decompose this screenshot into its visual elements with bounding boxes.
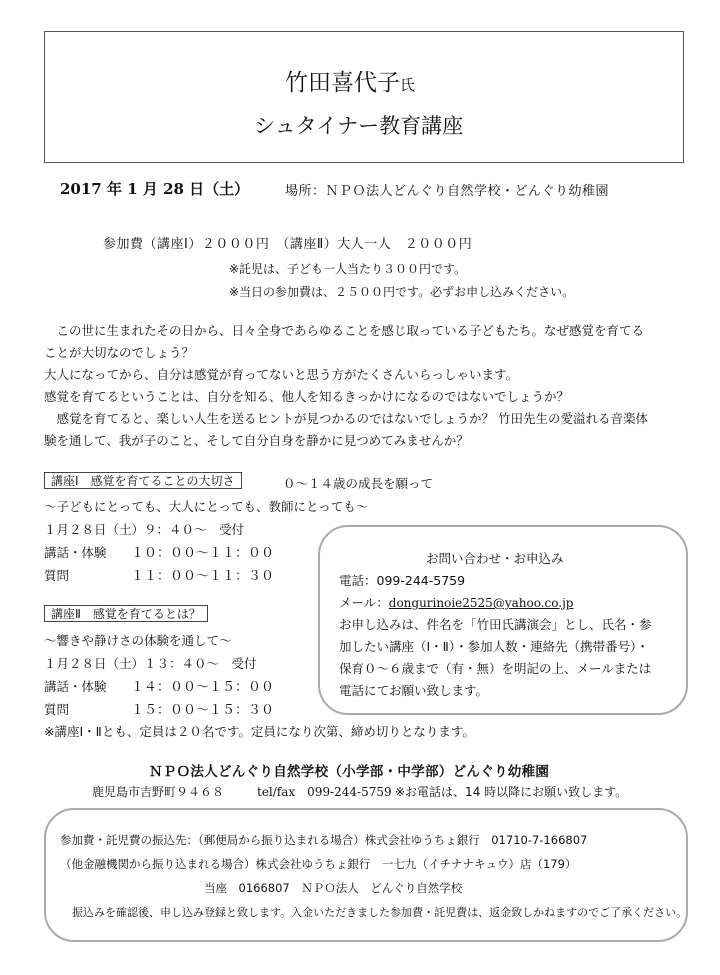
course1-qa-time: １１：００～１１：３０: [131, 569, 275, 584]
speaker-name-text: 竹田喜代子: [285, 70, 400, 96]
event-date: 2017 年 1 月 28 日（土）: [60, 180, 250, 198]
course-title: シュタイナー教育講座: [254, 114, 464, 138]
contact-mail-row: [339, 593, 573, 611]
contact-phone: 電話：099-244-5759: [339, 573, 466, 588]
course1-talk-time: １０：００～１１：００: [131, 546, 275, 561]
contact-line: 保育０～６歳まで（有・無）を明記の上、メールまたは: [339, 661, 652, 676]
org-tel: tel/fax 099-244-5759: [257, 785, 392, 799]
course1-tagline: ０～１４歳の成長を願って: [283, 476, 434, 491]
contact-mail-link[interactable]: dongurinoie2525@yahoo.co.jp: [388, 596, 574, 610]
course2-talk-label: 講話・体験: [44, 679, 107, 694]
contact-mail-label: メール：: [339, 595, 389, 610]
course1-qa-label: 質問: [44, 568, 70, 583]
intro-line: この世に生まれたその日から、日々全身であらゆることを感じ取っている子どもたち。なぜ感覚を育てる: [44, 323, 645, 338]
course2-qa-label: 質問: [44, 702, 70, 717]
course1-label: 講座Ⅰ 感覚を育てることの大切さ: [44, 472, 242, 489]
event-place: 場所：ＮＰＯ法人どんぐり自然学校・どんぐり幼稚園: [285, 184, 610, 199]
fee-note-sameday: ※当日の参加費は、２５００円です。必ずお申し込みください。: [229, 285, 575, 299]
intro-line: 感覚を育てると、楽しい人生を送るヒントが見つかるのではないでしょうか？ 竹田先生の愛溢れる音楽体: [44, 411, 648, 426]
speaker-honorific: 氏: [400, 76, 416, 94]
speaker-name: [285, 64, 415, 97]
capacity-note: ※講座Ⅰ・Ⅱとも、定員は２０名です。定員になり次第、締め切りとなります。: [44, 724, 475, 739]
org-address: 鹿児島市吉野町９４６８: [92, 785, 225, 799]
intro-line: ことが大切なのでしょう？: [44, 345, 195, 360]
course1-reception: １月２８日（土）９：４０～ 受付: [44, 522, 245, 537]
intro-line: 験を通して、我が子のこと、そして自分自身を静かに見つめてみませんか？: [44, 433, 469, 448]
org-name: ＮＰＯ法人どんぐり自然学校（小学部・中学部）どんぐり幼稚園: [149, 764, 550, 780]
bank-line: （他金融機関から振り込まれる場合）株式会社ゆうちょ銀行 一七九（イチナナキュウ）店（179）: [60, 857, 577, 871]
course2-talk-time: １４：００～１５：００: [131, 680, 275, 695]
org-tel-note: ※お電話は、14 時以降にお願い致します。: [395, 785, 628, 799]
title-box: [44, 31, 684, 163]
bank-account: 当座 0166807 ＮＰＯ法人 どんぐり自然学校: [204, 881, 463, 895]
course2-subtitle: ～響きや静けさの体験を通して～: [44, 633, 232, 648]
bank-info-box: [44, 808, 688, 942]
contact-line: 加したい講座（Ⅰ・Ⅱ）・参加人数・連絡先（携帯番号）・: [339, 639, 649, 654]
contact-heading: お問い合わせ・お申込み: [426, 551, 564, 566]
fee-note-childcare: ※託児は、子ども一人当たり３００円です。: [229, 262, 467, 276]
intro-line: 大人になってから、自分は感覚が育ってないと思う方がたくさんいらっしゃいます。: [44, 367, 519, 382]
contact-line: お申し込みは、件名を「竹田氏講演会」とし、氏名・参: [339, 617, 652, 632]
course2-label: 講座Ⅱ 感覚を育てるとは？: [44, 605, 208, 622]
intro-line: 感覚を育てるということは、自分を知る、他人を知るきっかけになるのではないでしょうか？: [44, 389, 570, 404]
course2-reception: １月２８日（土）１３：４０～ 受付: [44, 656, 257, 671]
bank-note: 振込みを確認後、申し込み登録と致します。入金いただきました参加費・託児費は、返金致しかねますのでご了承ください。: [72, 906, 688, 919]
bank-line: 参加費・託児費の振込先：（郵便局から振り込まれる場合）株式会社ゆうちょ銀行 01710-7-166807: [60, 833, 588, 847]
fee-main: 参加費（講座Ⅰ）２０００円 （講座Ⅱ）大人一人 ２０００円: [103, 237, 473, 252]
contact-line: 電話にてお願い致します。: [339, 683, 489, 698]
course2-qa-time: １５：００～１５：３０: [131, 703, 275, 718]
course1-talk-label: 講話・体験: [44, 545, 107, 560]
course1-subtitle: ～子どもにとっても、大人にとっても、教師にとっても～: [44, 499, 369, 514]
